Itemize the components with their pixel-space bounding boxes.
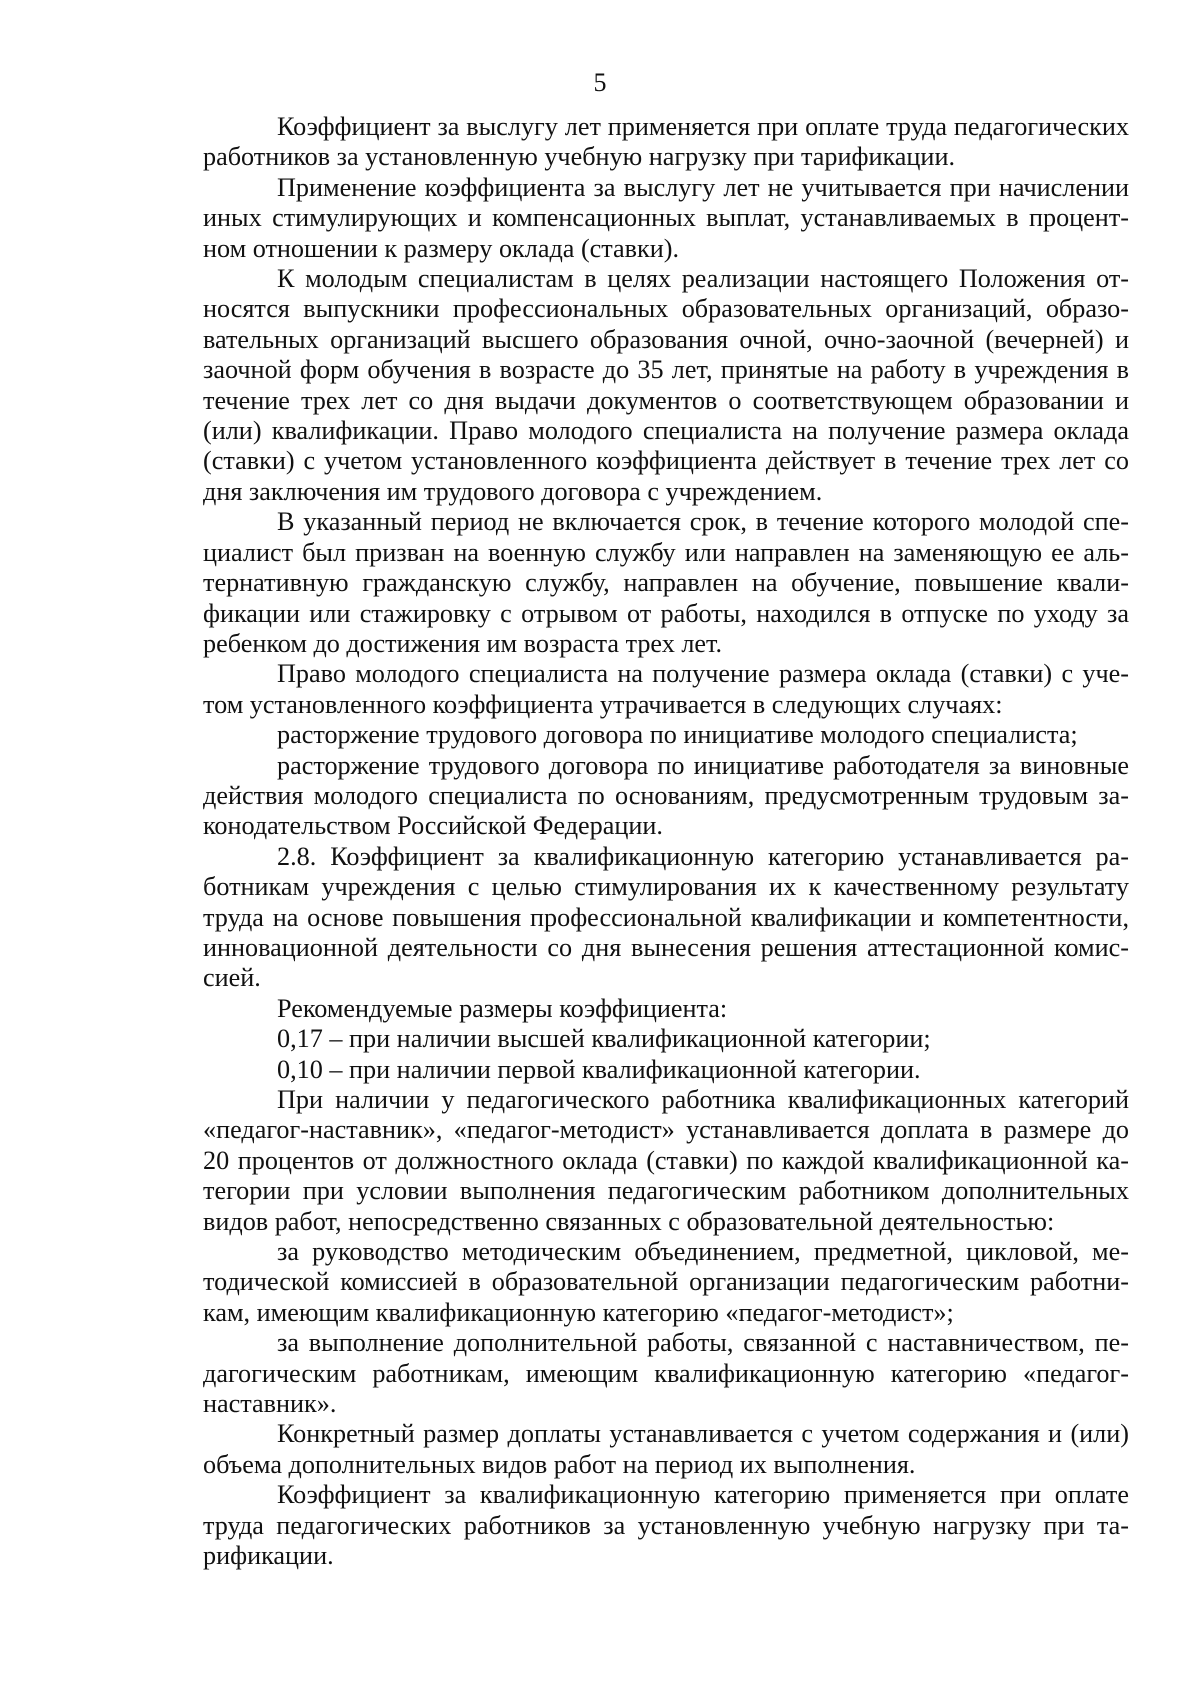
paragraph-seniority-coefficient-application: Коэффициент за выслугу лет применяется при оплате труда педагогических работников за установленную учебную нагрузку при тарификации. — [203, 112, 1129, 172]
list-item-first-category: 0,10 – при наличии первой квалификационной категории. — [277, 1054, 921, 1084]
paragraph-specific-bonus-size: Конкретный размер доплаты устанавливается с учетом содержания и (или) объема дополнительных видов работ на период их выполнения. — [203, 1419, 1129, 1479]
paragraph-young-specialists-definition: К молодым специалистам в целях реализации настоящего Положения относятся выпускники профессиональных образовательных организаций, образовательных организаций высшего образования очной, очно-заочной (вечерней) и заочной форм обучения в возрасте до 35 лет, принятые на работу в учреждения в течение трех лет со дня выдачи документов о соответствующем образовании и (или) квалификации. Право молодого специалиста на получение размера оклада (ставки) с учетом установленного коэффициента действует в течение трех лет со дня заключения им трудового договора с учреждением. — [203, 264, 1129, 506]
list-item-methodical-commission: за руководство методическим объединением, предметной, цикловой, методической комиссией в образовательной организации педагогическим работникам, имеющим квалификационную категорию «педагог-методист»; — [203, 1237, 1129, 1327]
list-item-highest-category: 0,17 – при наличии высшей квалификационной категории; — [277, 1024, 931, 1054]
paragraph-period-exclusions: В указанный период не включается срок, в течение которого молодой специалист был призван на военную службу или направлен на заменяющую ее альтернативную гражданскую службу, направлен на обучение, повышение квалификации или стажировку с отрывом от работы, находился в отпуске по уходу за ребенком до достижения им возраста трех лет. — [203, 507, 1129, 658]
paragraph-seniority-coefficient-exclusion: Применение коэффициента за выслугу лет не учитывается при начислении иных стимулирующих и компенсационных выплат, устанавливаемых в процентном отношении к размеру оклада (ставки). — [203, 172, 1129, 263]
paragraph-category-coefficient-application: Коэффициент за квалификационную категорию применяется при оплате труда педагогических работников за установленную учебную нагрузку при тарификации. — [203, 1480, 1129, 1571]
paragraph-right-loss-cases: Право молодого специалиста на получение размера оклада (ставки) с учетом установленного коэффициента утрачивается в следующих случаях: — [203, 659, 1129, 719]
paragraph-mentor-methodist-bonus: При наличии у педагогического работника квалификационных категорий «педагог-наставник», «педагог-методист» устанавливается доплата в размере до 20 процентов от должностного оклада (ставки) по каждой квалификационной категории при условии выполнения педагогическим работником дополнительных видов работ, непосредственно связанных с образовательной деятельностью: — [203, 1085, 1129, 1236]
list-item-termination-by-employer: расторжение трудового договора по инициативе работодателя за виновные действия молодого специалиста по основаниям, предусмотренным трудовым законодательством Российской Федерации. — [203, 750, 1129, 841]
paragraph-recommended-sizes: Рекомендуемые размеры коэффициента: — [277, 993, 728, 1023]
list-item-termination-by-specialist: расторжение трудового договора по инициативе молодого специалиста; — [277, 720, 1078, 750]
list-item-mentorship-work: за выполнение дополнительной работы, связанной с наставничеством, педагогическим работникам, имеющим квалификационную категорию «педагог-наставник». — [203, 1328, 1129, 1419]
paragraph-section-2-8: 2.8. Коэффициент за квалификационную категорию устанавливается работникам учреждения с целью стимулирования их к качественному результату труда на основе повышения профессиональной квалификации и компетентности, инновационной деятельности со дня вынесения решения аттестационной комиссией. — [203, 841, 1129, 993]
document-body — [203, 112, 1129, 1572]
page-number: 5 — [593, 68, 607, 97]
